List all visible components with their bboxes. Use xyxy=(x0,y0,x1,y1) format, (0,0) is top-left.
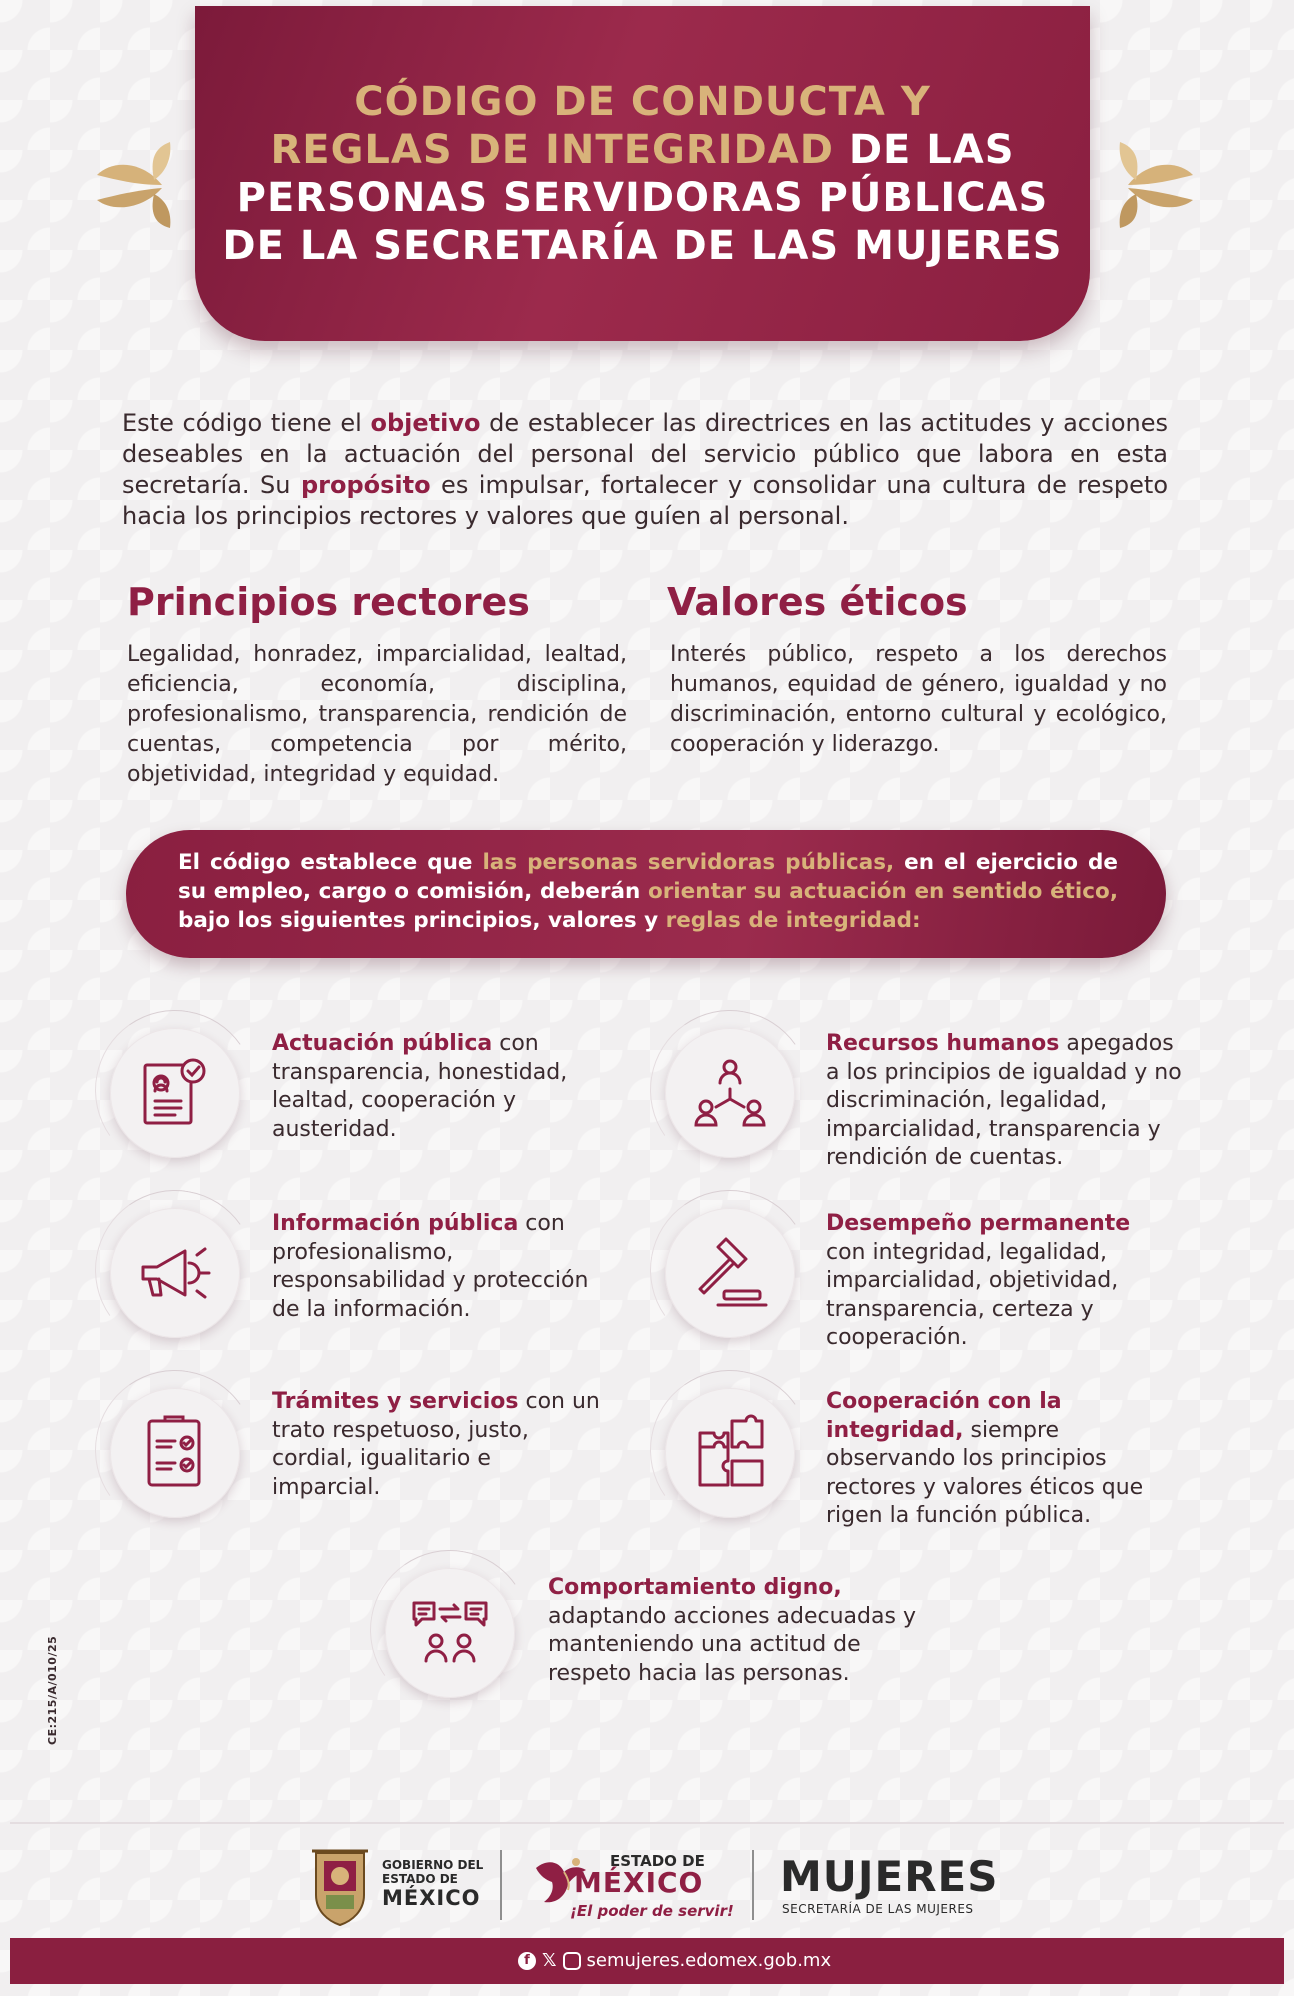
laurel-leaf-icon xyxy=(92,140,182,230)
document-code: CE:215/A/010/25 xyxy=(46,1635,59,1745)
item-desempeno-permanente: Desempeño permanente con integridad, legalidad, imparcialidad, objetividad, transparencia, certeza y cooperación. xyxy=(826,1211,1131,1350)
item-icon-circle xyxy=(110,1028,240,1158)
item-icon-circle xyxy=(665,1388,795,1518)
item-informacion-publica: Información pública con profesionalismo, responsabilidad y protección de la información. xyxy=(272,1211,589,1322)
valores-text: Interés público, respeto a los derechos humanos, equidad de género, igualdad y no discriminación, entorno cultural y ecológico, cooperación y liderazgo. xyxy=(670,642,1167,757)
principios-text: Legalidad, honradez, imparcialidad, lealtad, eficiencia, economía, disciplina, profesionalismo, transparencia, rendición de cuentas, competencia por mérito, objetividad, integridad y equidad. xyxy=(127,642,627,787)
principios-title: Principios rectores xyxy=(127,580,530,624)
callout-text: El código establece que las personas servidoras públicas, en el ejercicio de su empleo, cargo o comisión, deberán orientar su actuación en sentido ético, bajo los siguientes principios, valores y reglas de integridad: xyxy=(178,850,1118,933)
team-icon xyxy=(690,1053,770,1133)
item-cooperacion-integridad: Cooperación con la integridad, siempre observando los principios rectores y valores éticos que rigen la función pública. xyxy=(826,1389,1144,1528)
dialogue-icon xyxy=(410,1593,490,1673)
valores-title: Valores éticos xyxy=(667,580,968,624)
footer-separator xyxy=(752,1850,754,1920)
keyword-objetivo: objetivo xyxy=(370,409,481,437)
gobierno-logo-text: GOBIERNO DEL ESTADO DE MÉXICO xyxy=(382,1858,484,1910)
instagram-icon[interactable] xyxy=(563,1952,581,1970)
item-icon-circle xyxy=(110,1208,240,1338)
item-icon-circle xyxy=(665,1028,795,1158)
coat-of-arms-icon xyxy=(308,1845,372,1927)
facebook-icon[interactable]: f xyxy=(518,1952,536,1970)
mujeres-logo: MUJERES xyxy=(780,1852,999,1901)
title-line-2-gold: REGLAS DE INTEGRIDAD xyxy=(270,127,834,173)
keyword-proposito: propósito xyxy=(300,471,431,499)
puzzle-icon xyxy=(690,1413,770,1493)
title-line-4: DE LA SECRETARÍA DE LAS MUJERES xyxy=(222,223,1063,269)
item-tramites-servicios: Trámites y servicios con un trato respetuoso, justo, cordial, igualitario e imparcial. xyxy=(272,1389,600,1500)
item-recursos-humanos: Recursos humanos apegados a los principios de igualdad y no discriminación, legalidad, imparcialidad, transparencia y rendición de cuentas. xyxy=(826,1031,1182,1170)
item-icon-circle xyxy=(665,1208,795,1338)
social-links xyxy=(518,1950,831,1971)
website-url[interactable]: semujeres.edomex.gob.mx xyxy=(586,1950,832,1971)
item-icon-circle xyxy=(110,1388,240,1518)
title-line-3: PERSONAS SERVIDORAS PÚBLICAS xyxy=(236,175,1049,221)
estado-logo-top: ESTADO DE xyxy=(610,1852,705,1870)
checklist-icon xyxy=(135,1413,215,1493)
footer-separator xyxy=(500,1850,502,1920)
item-comportamiento-digno: Comportamiento digno, adaptando acciones adecuadas y manteniendo una actitud de respeto hacia las personas. xyxy=(548,1575,916,1686)
estado-logo-name: MÉXICO xyxy=(574,1866,704,1899)
item-actuacion-publica: Actuación pública con transparencia, honestidad, lealtad, cooperación y austeridad. xyxy=(272,1031,568,1142)
mujeres-logo-subtitle: SECRETARÍA DE LAS MUJERES xyxy=(782,1902,974,1916)
item-icon-circle xyxy=(385,1568,515,1698)
page-title xyxy=(195,78,1090,270)
gavel-icon xyxy=(690,1233,770,1313)
document-check-icon xyxy=(135,1053,215,1133)
laurel-leaf-icon xyxy=(1108,140,1198,230)
footer-divider xyxy=(10,1822,1284,1824)
megaphone-icon xyxy=(135,1233,215,1313)
title-line-2-white: DE LAS xyxy=(833,127,1015,173)
title-line-1: CÓDIGO DE CONDUCTA Y xyxy=(354,79,931,125)
intro-paragraph: Este código tiene el objetivo de establecer las directrices en las actitudes y acciones deseables en la actuación del personal del servicio público que labora en esta secretaría. Su propósito es impulsar, fortalecer y consolidar una cultura de respeto hacia los principios rectores y valores que guíen al personal. xyxy=(122,409,1169,530)
estado-logo-slogan: ¡El poder de servir! xyxy=(570,1902,734,1920)
x-twitter-icon[interactable]: 𝕏 xyxy=(542,1950,557,1971)
